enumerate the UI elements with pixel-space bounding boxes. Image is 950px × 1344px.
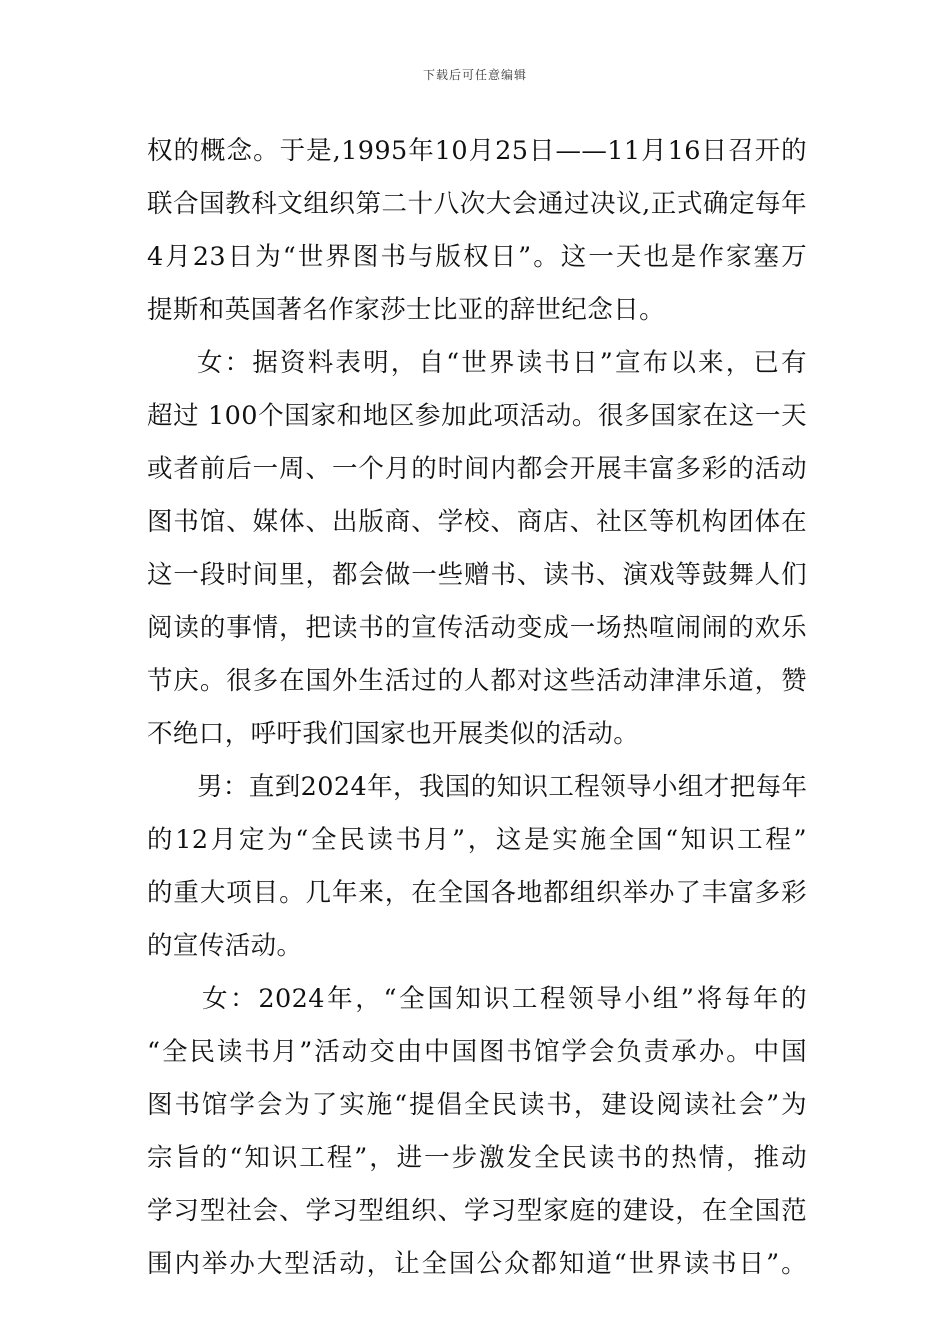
text-line: 围内举办大型活动，让全国公众都知道“世界读书日”。: [147, 1249, 807, 1279]
text-line: 图书馆学会为了实施“提倡全民读书，建设阅读社会”为: [147, 1090, 807, 1120]
text-line: 权的概念。于是,1995年10月25日——11月16日召开的: [147, 136, 807, 166]
paragraph: [147, 973, 807, 1291]
document-body: [147, 125, 807, 1291]
text-line: 4月23日为“世界图书与版权日”。这一天也是作家塞万: [147, 242, 807, 272]
page-header: 下载后可任意编辑: [422, 68, 527, 82]
text-line: 学习型社会、学习型组织、学习型家庭的建设，在全国范: [147, 1196, 807, 1226]
text-line: 图书馆、媒体、出版商、学校、商店、社区等机构团体在: [147, 507, 807, 537]
paragraph: [147, 125, 807, 337]
text-line: 男：直到2024年，我国的知识工程领导小组才把每年: [197, 772, 808, 802]
text-line: 超过 100个国家和地区参加此项活动。很多国家在这一天: [147, 401, 807, 431]
text-line: 的重大项目。几年来，在全国各地都组织举办了丰富多彩: [147, 878, 807, 908]
text-line: 女：据资料表明，自“世界读书日”宣布以来，已有: [197, 348, 807, 378]
text-line: 提斯和英国著名作家莎士比亚的辞世纪念日。: [147, 295, 666, 325]
paragraph: [147, 761, 807, 973]
text-line: 宗旨的“知识工程”，进一步激发全民读书的热情，推动: [147, 1143, 807, 1173]
text-line: “全民读书月”活动交由中国图书馆学会负责承办。中国: [147, 1037, 807, 1067]
paragraph: [147, 337, 807, 761]
text-line: 节庆。很多在国外生活过的人都对这些活动津津乐道，赞: [147, 666, 807, 696]
text-line: 阅读的事情，把读书的宣传活动变成一场热喧闹闹的欢乐: [147, 613, 807, 643]
text-line: 的宣传活动。: [147, 931, 303, 961]
text-line: 女：2024年，“全国知识工程领导小组”将每年的: [202, 984, 807, 1014]
text-line: 联合国教科文组织第二十八次大会通过决议,正式确定每年: [147, 189, 807, 219]
text-line: 或者前后一周、一个月的时间内都会开展丰富多彩的活动: [147, 454, 807, 484]
text-line: 的12月定为“全民读书月”，这是实施全国“知识工程”: [147, 825, 807, 855]
text-line: 这一段时间里，都会做一些赠书、读书、演戏等鼓舞人们: [147, 560, 807, 590]
text-line: 不绝口，呼吁我们国家也开展类似的活动。: [147, 719, 640, 749]
